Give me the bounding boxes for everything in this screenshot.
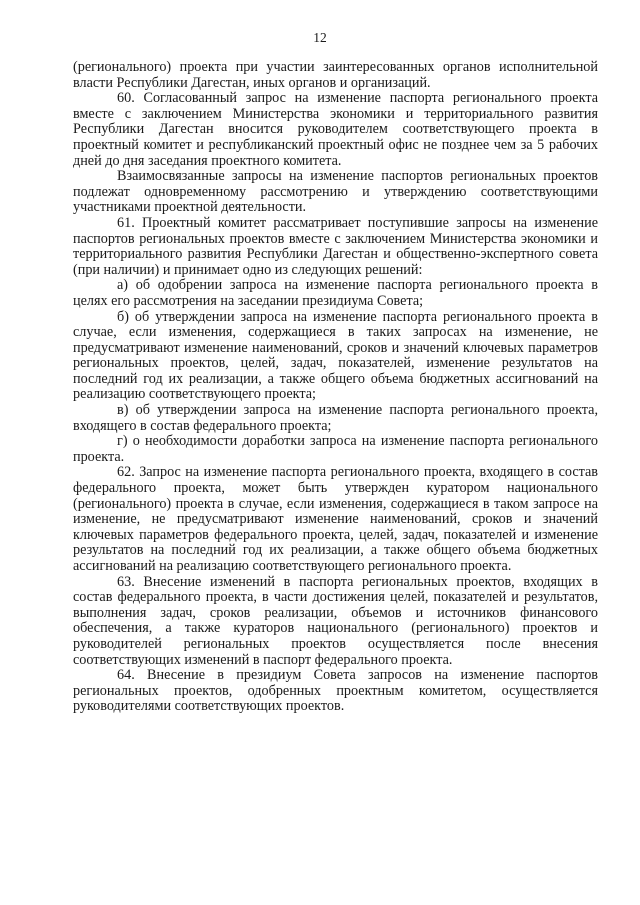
paragraph-60-related-requests: Взаимосвязанные запросы на изменение паспортов региональных проектов подлежат одновременному рассмотрению и утверждению соответствующими участниками проектной деятельности. bbox=[73, 168, 598, 216]
paragraph-continuation: (регионального) проекта при участии заинтересованных органов исполнительной власти Республики Дагестан, иных органов и организаций. bbox=[73, 59, 598, 91]
document-body bbox=[73, 60, 598, 715]
page-number: 12 bbox=[313, 30, 327, 45]
paragraph-63: 63. Внесение изменений в паспорта региональных проектов, входящих в состав федерального проекта, в части достижения целей, показателей и результатов, выполнения задач, сроков реализации, объемов и источников финансового обеспечения, а также кураторов национального (регионального) проектов и руководителей региональных проектов осуществляется после внесения соответствующих изменений в паспорт федерального проекта. bbox=[73, 573, 598, 668]
paragraph-61-item-a: а) об одобрении запроса на изменение паспорта регионального проекта в целях его рассмотрения на заседании президиума Совета; bbox=[73, 277, 598, 309]
paragraph-62: 62. Запрос на изменение паспорта регионального проекта, входящего в состав федерального проекта, может быть утвержден куратором национального (регионального) проекта в случае, если изменения, содержащиеся в таком запросе на изменение, не предусматривают изменение наименований, сроков и значений ключевых параметров федерального проекта, целей, задач, показателей и изменение результатов на последний год их реализации, а также общего объема бюджетных ассигнований на реализацию соответствующего регионального проекта. bbox=[73, 464, 598, 574]
paragraph-61: 61. Проектный комитет рассматривает поступившие запросы на изменение паспортов региональных проектов вместе с заключением Министерства экономики и территориального развития Республики Дагестан и общественно-экспертного совета (при наличии) и принимает одно из следующих решений: bbox=[73, 214, 598, 278]
paragraph-61-item-b: б) об утверждении запроса на изменение паспорта регионального проекта в случае, если изменения, содержащиеся в таких запросах на изменение, не предусматривают изменение наименований, сроков и значений ключевых параметров региональных проектов, целей, задач, показателей, изменение результатов на последний год их реализации, а также общего объема бюджетных ассигнований на реализацию соответствующего проекта; bbox=[73, 308, 598, 403]
paragraph-61-item-v: в) об утверждении запроса на изменение паспорта регионального проекта, входящего в состав федерального проекта; bbox=[73, 402, 598, 434]
paragraph-60: 60. Согласованный запрос на изменение паспорта регионального проекта вместе с заключением Министерства экономики и территориального развития Республики Дагестан вносится руководителем соответствующего проекта в проектный комитет и республиканский проектный офис не позднее чем за 5 рабочих дней до дня заседания проектного комитета. bbox=[73, 90, 598, 169]
paragraph-64: 64. Внесение в президиум Совета запросов на изменение паспортов региональных проектов, одобренных проектным комитетом, осуществляется руководителями соответствующих проектов. bbox=[73, 667, 598, 715]
paragraph-61-item-g: г) о необходимости доработки запроса на изменение паспорта регионального проекта. bbox=[73, 433, 598, 465]
